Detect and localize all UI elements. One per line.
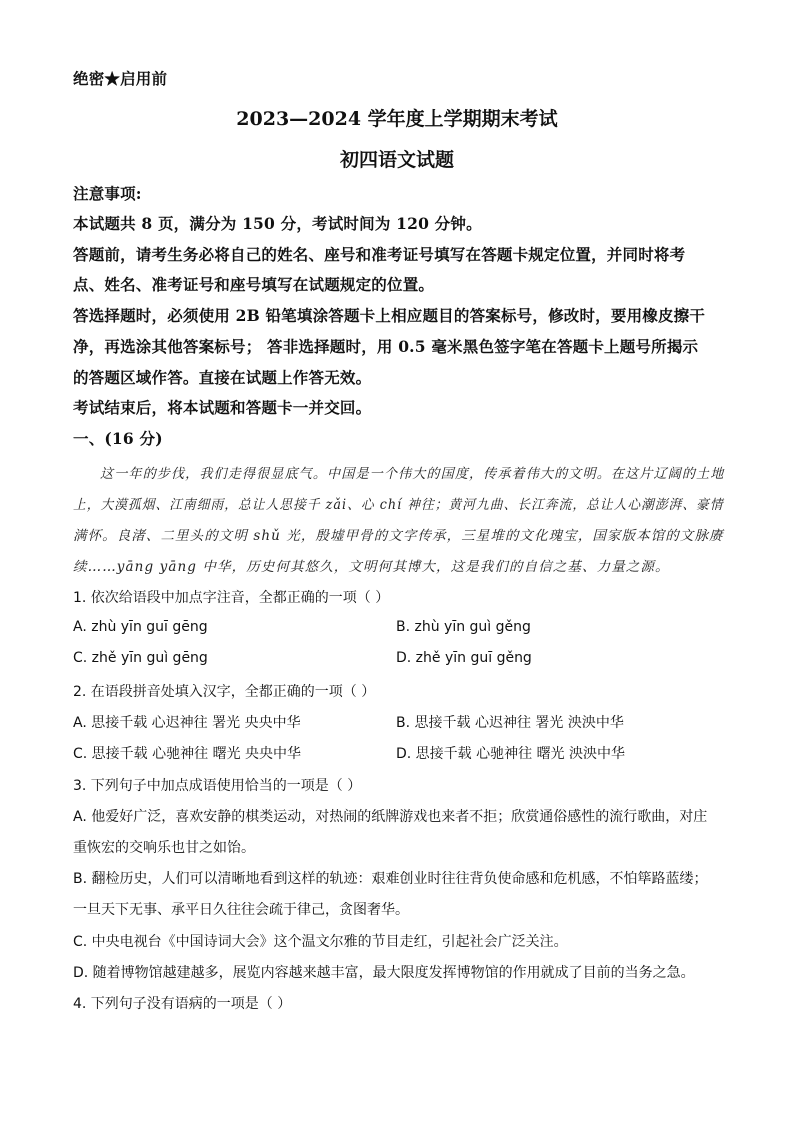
- notes-line: 点、姓名、准考证号和座号填写在试题规定的位置。: [73, 275, 435, 294]
- notes-heading: 注意事项:: [73, 184, 142, 203]
- question-4-stem: 4. 下列句子没有语病的一项是（ ）: [73, 996, 292, 1012]
- question-3-stem: 3. 下列句子中加点成语使用恰当的一项是（ ）: [73, 778, 362, 794]
- question-1-stem: 1. 依次给语段中加点字注音，全都正确的一项（ ）: [73, 590, 390, 606]
- exam-subtitle: 初四语文试题: [339, 149, 454, 171]
- question-1-option-d: D. zhě yīn guī gěng: [396, 650, 532, 666]
- confidential-mark: 绝密★启用前: [73, 69, 168, 88]
- passage-line: 上，大漠孤烟、江南细雨，总让人思接千 zǎi、心 chí 神往；黄河九曲、长江奔流，总让人心潮澎湃、豪情: [73, 497, 724, 513]
- question-1-option-b: B. zhù yīn guì gěng: [396, 619, 531, 635]
- question-1-option-c: C. zhě yīn guì gēng: [73, 650, 208, 666]
- notes-line: 的答题区域作答。直接在试题上作答无效。: [73, 368, 372, 387]
- question-3-option-line: 重恢宏的交响乐也甘之如饴。: [73, 840, 255, 856]
- passage-line: 满怀。良渚、二里头的文明 shǔ 光，殷墟甲骨的文字传承，三星堆的文化瑰宝，国家版本馆的文脉赓: [73, 528, 724, 544]
- question-1-option-a: A. zhù yīn guī gēng: [73, 619, 208, 635]
- passage-line: 这一年的步伐，我们走得很显底气。中国是一个伟大的国度，传承着伟大的文明。在这片辽阔的土地: [100, 466, 725, 482]
- question-3-option-line: C. 中央电视台《中国诗词大会》这个温文尔雅的节目走红，引起社会广泛关注。: [73, 934, 568, 950]
- notes-line: 本试题共 8 页，满分为 150 分，考试时间为 120 分钟。: [73, 214, 482, 233]
- question-2-stem: 2. 在语段拼音处填入汉字，全都正确的一项（ ）: [73, 684, 376, 700]
- question-2-option-b: B. 思接千载 心迟神往 署光 泱泱中华: [396, 715, 624, 731]
- notes-line: 答选择题时，必须使用 2B 铅笔填涂答题卡上相应题目的答案标号，修改时，要用橡皮擦干: [73, 306, 706, 325]
- question-3-option-line: B. 翻检历史，人们可以清晰地看到这样的轨迹：艰难创业时往往背负使命感和危机感，不怕筚路蓝缕；: [73, 871, 708, 887]
- notes-line: 考试结束后，将本试题和答题卡一并交回。: [73, 398, 372, 417]
- exam-title: 2023—2024 学年度上学期期末考试: [236, 108, 558, 130]
- section-heading: 一、(16 分): [73, 429, 163, 448]
- question-3-option-line: 一旦天下无事、承平日久往往会疏于律己，贪图奢华。: [73, 902, 409, 918]
- question-2-option-a: A. 思接千载 心迟神往 署光 央央中华: [73, 715, 301, 731]
- question-2-option-c: C. 思接千载 心驰神往 曙光 央央中华: [73, 746, 302, 762]
- notes-line: 净，再选涂其他答案标号； 答非选择题时，用 0.5 毫米黑色签字笔在答题卡上题号所揭示: [73, 337, 699, 356]
- question-3-option-line: A. 他爱好广泛，喜欢安静的棋类运动，对热闹的纸牌游戏也来者不拒；欣赏通俗感性的流行歌曲，对庄: [73, 809, 708, 825]
- notes-line: 答题前，请考生务必将自己的姓名、座号和准考证号填写在答题卡规定位置，并同时将考: [73, 245, 686, 264]
- question-3-option-line: D. 随着博物馆越建越多，展览内容越来越丰富，最大限度发挥博物馆的作用就成了目前的当务之急。: [73, 965, 695, 981]
- question-2-option-d: D. 思接千载 心驰神往 曙光 泱泱中华: [396, 746, 626, 762]
- passage-line: 续……yāng yāng 中华，历史何其悠久，文明何其博大，这是我们的自信之基、力量之源。: [73, 559, 670, 575]
